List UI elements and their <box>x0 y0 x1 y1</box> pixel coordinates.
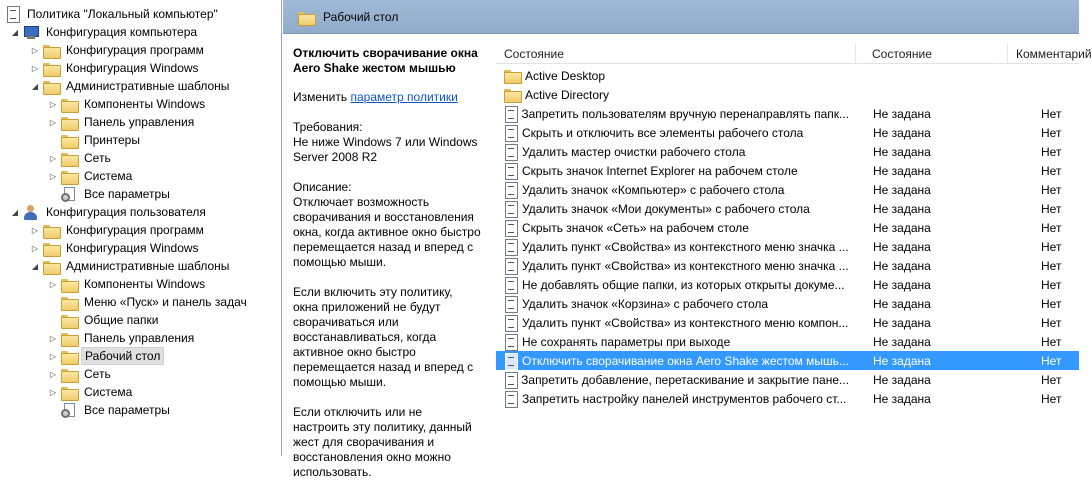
policy-name-cell <box>504 163 849 179</box>
collapsed-arrow-icon[interactable]: ▷ <box>49 387 57 397</box>
tree-label: Конфигурация программ <box>66 43 204 57</box>
collapsed-arrow-icon[interactable]: ▷ <box>49 117 57 127</box>
policy-state: Не задана <box>873 258 931 273</box>
collapsed-arrow-icon[interactable]: ▷ <box>31 63 39 73</box>
tree-user-config[interactable] <box>10 203 209 221</box>
folder-icon <box>61 368 78 381</box>
folder-header <box>283 0 1079 34</box>
folder-icon <box>61 134 78 147</box>
expand-arrow-icon[interactable]: ◢ <box>31 81 39 91</box>
description-text: Отключает возможность сворачивания и восстановления окна, когда активное окно быстро перемещается назад и вперед с помощью мыши. <box>293 195 481 269</box>
collapsed-arrow-icon[interactable]: ▷ <box>49 351 57 361</box>
edit-policy-link[interactable]: параметр политики <box>350 90 458 104</box>
policy-name: Скрыть значок Internet Explorer на рабочем столе <box>522 163 798 178</box>
tree-label: Система <box>84 169 133 183</box>
collapsed-arrow-icon[interactable]: ▷ <box>31 225 39 235</box>
policy-row[interactable] <box>496 161 1079 180</box>
policy-name-cell <box>504 125 849 141</box>
collapsed-arrow-icon[interactable]: ▷ <box>49 153 57 163</box>
policy-comment: Нет <box>1041 296 1062 311</box>
policy-row[interactable] <box>496 123 1079 142</box>
policy-list[interactable] <box>496 34 1092 456</box>
tree-item[interactable] <box>48 131 143 149</box>
folder-icon <box>61 350 78 363</box>
tree-label: Конфигурация программ <box>66 223 204 237</box>
policy-row[interactable] <box>496 389 1079 408</box>
policy-state: Не задана <box>873 296 931 311</box>
tree-item[interactable] <box>48 365 114 383</box>
policy-state: Не задана <box>873 277 931 292</box>
policy-row[interactable] <box>496 275 1079 294</box>
tree-label: Меню «Пуск» и панель задач <box>84 295 247 309</box>
folder-icon <box>504 69 521 82</box>
policy-name-cell <box>504 239 849 255</box>
collapsed-arrow-icon[interactable]: ▷ <box>49 333 57 343</box>
policy-state: Не задана <box>873 201 931 216</box>
policy-name-cell <box>504 353 849 369</box>
policy-row[interactable] <box>496 218 1079 237</box>
collapsed-arrow-icon[interactable]: ▷ <box>49 279 57 289</box>
folder-icon <box>61 278 78 291</box>
policy-row[interactable] <box>496 256 1079 275</box>
edit-prefix: Изменить <box>293 90 348 104</box>
policy-state: Не задана <box>873 163 931 178</box>
tree-item[interactable] <box>30 239 202 257</box>
folder-icon <box>43 242 60 255</box>
policy-setting-icon <box>504 144 518 160</box>
policy-name: Отключить сворачивание окна Aero Shake жестом мышь... <box>522 353 849 368</box>
column-header-state[interactable]: Состояние <box>856 44 1008 64</box>
tree-item[interactable] <box>48 113 197 131</box>
tree-item-desktop-selected[interactable] <box>48 347 164 365</box>
policy-description-panel <box>283 34 489 479</box>
policy-setting-icon <box>504 163 518 179</box>
policy-setting-icon <box>504 106 517 122</box>
policy-row[interactable] <box>496 104 1079 123</box>
policy-name-cell <box>504 334 849 350</box>
tree-item[interactable] <box>48 167 135 185</box>
policy-icon <box>6 6 20 22</box>
policy-comment: Нет <box>1041 201 1062 216</box>
policy-name: Удалить значок «Компьютер» с рабочего стола <box>522 182 785 197</box>
policy-name-cell <box>504 182 849 198</box>
policy-state: Не задана <box>873 334 931 349</box>
tree-item[interactable] <box>48 311 161 329</box>
details-pane <box>283 0 1092 479</box>
description-enable-text: Если включить эту политику, окна приложений не будут сворачиваться или восстанавливаться, когда активное окно быстро перемещается назад и вперед с помощью мыши. <box>293 285 474 389</box>
policy-setting-icon <box>504 182 518 198</box>
policy-name: Удалить значок «Корзина» с рабочего стола <box>522 296 769 311</box>
collapsed-arrow-icon[interactable]: ▷ <box>49 99 57 109</box>
policy-state: Не задана <box>873 372 931 387</box>
policy-comment: Нет <box>1041 258 1062 273</box>
policy-setting-icon <box>504 372 517 388</box>
policy-name-cell <box>504 372 849 388</box>
tree-label: Сеть <box>84 367 111 381</box>
policy-comment: Нет <box>1041 144 1062 159</box>
computer-icon <box>23 25 39 40</box>
folder-icon <box>61 116 78 129</box>
policy-name-cell <box>504 106 849 122</box>
tree-item[interactable] <box>30 77 232 95</box>
policy-setting-icon <box>504 258 518 274</box>
tree-item[interactable] <box>30 257 232 275</box>
policy-name: Не сохранять параметры при выходе <box>522 334 731 349</box>
policy-setting-icon <box>504 391 518 407</box>
policy-row[interactable] <box>496 294 1079 313</box>
tree-item[interactable] <box>48 383 135 401</box>
policy-comment: Нет <box>1041 315 1062 330</box>
expand-arrow-icon[interactable]: ◢ <box>11 207 19 217</box>
requirements-block <box>293 120 481 165</box>
tree-label: Сеть <box>84 151 111 165</box>
policy-setting-icon <box>504 334 518 350</box>
policy-row[interactable] <box>496 199 1079 218</box>
policy-row[interactable] <box>496 370 1079 389</box>
policy-name-cell <box>504 220 849 236</box>
folder-name: Active Desktop <box>525 68 606 83</box>
policy-comment: Нет <box>1041 334 1062 349</box>
folder-name: Active Directory <box>525 87 610 102</box>
tree-label: Компоненты Windows <box>84 277 206 291</box>
folder-icon <box>43 62 60 75</box>
requirements-label: Требования: <box>293 120 363 134</box>
policy-state: Не задана <box>873 220 931 235</box>
policy-state: Не задана <box>873 353 931 368</box>
policy-name: Удалить значок «Мои документы» с рабочего стола <box>522 201 810 216</box>
expand-arrow-icon[interactable]: ◢ <box>31 261 39 271</box>
policy-name: Запретить настройку панелей инструментов рабочего ст... <box>522 391 847 406</box>
policy-setting-icon <box>504 125 518 141</box>
policy-setting-icon <box>504 201 518 217</box>
tree-label: Все параметры <box>84 403 170 417</box>
folder-icon <box>504 88 521 101</box>
policy-name: Запретить добавление, перетаскивание и закрытие пане... <box>521 372 849 387</box>
tree-item[interactable] <box>48 185 173 203</box>
folder-icon <box>298 11 315 24</box>
column-header-setting[interactable]: Состояние <box>496 44 856 64</box>
policy-comment: Нет <box>1041 163 1062 178</box>
policy-comment: Нет <box>1041 182 1062 197</box>
policy-row[interactable] <box>496 313 1079 332</box>
tree-item[interactable] <box>30 221 207 239</box>
policy-name-cell <box>504 144 849 160</box>
all-settings-icon <box>61 403 77 418</box>
tree-label: Принтеры <box>84 133 140 147</box>
policy-name-cell <box>504 277 849 293</box>
policy-name-cell <box>504 258 849 274</box>
tree-root[interactable] <box>6 5 221 23</box>
tree-item[interactable] <box>48 293 250 311</box>
policy-comment: Нет <box>1041 239 1062 254</box>
collapsed-arrow-icon[interactable]: ▷ <box>49 171 57 181</box>
policy-name-cell <box>504 391 849 407</box>
policy-row[interactable] <box>496 332 1079 351</box>
policy-setting-icon <box>504 296 518 312</box>
policy-comment: Нет <box>1041 391 1062 406</box>
folder-icon <box>61 296 78 309</box>
folder-cell <box>504 69 849 83</box>
collapsed-arrow-icon[interactable]: ▷ <box>31 243 39 253</box>
tree-item[interactable] <box>48 149 114 167</box>
tree-label: Рабочий стол <box>81 347 164 365</box>
folder-icon <box>43 260 60 273</box>
requirements-text: Не ниже Windows 7 или Windows Server 2008 R2 <box>293 135 478 164</box>
policy-row[interactable] <box>496 237 1079 256</box>
description-disable-text: Если отключить или не настроить эту политику, данный жест для сворачивания и восстановления окно можно использовать. <box>293 405 472 479</box>
folder-cell <box>504 88 849 102</box>
edit-line <box>293 90 481 105</box>
user-icon <box>23 205 39 220</box>
tree-computer-config[interactable] <box>10 23 200 41</box>
policy-name: Запретить пользователям вручную перенаправлять папк... <box>521 106 849 121</box>
policy-name-cell <box>504 296 849 312</box>
policy-name: Удалить пункт «Свойства» из контекстного меню значка ... <box>522 239 849 254</box>
folder-icon <box>61 314 78 327</box>
policy-setting-icon <box>504 220 518 236</box>
policy-setting-icon <box>504 315 518 331</box>
policy-comment: Нет <box>1041 372 1062 387</box>
all-settings-icon <box>61 187 77 202</box>
tree-item[interactable] <box>48 95 208 113</box>
collapsed-arrow-icon[interactable]: ▷ <box>31 45 39 55</box>
policy-row-selected[interactable] <box>496 351 1079 370</box>
column-header-row <box>496 44 1092 64</box>
policy-state: Не задана <box>873 315 931 330</box>
policy-name: Удалить пункт «Свойства» из контекстного меню значка ... <box>522 258 849 273</box>
policy-name-cell <box>504 201 849 217</box>
tree-label: Все параметры <box>84 187 170 201</box>
policy-row[interactable] <box>496 180 1079 199</box>
folder-row[interactable] <box>496 66 1079 85</box>
policy-state: Не задана <box>873 239 931 254</box>
policy-name: Удалить пункт «Свойства» из контекстного меню компон... <box>522 315 849 330</box>
policy-tree[interactable] <box>0 0 282 456</box>
tree-item[interactable] <box>30 41 207 59</box>
policy-state: Не задана <box>873 125 931 140</box>
policy-state: Не задана <box>873 144 931 159</box>
policy-row[interactable] <box>496 142 1079 161</box>
policy-comment: Нет <box>1041 353 1062 368</box>
tree-label: Административные шаблоны <box>66 259 230 273</box>
folder-row[interactable] <box>496 85 1079 104</box>
tree-label: Административные шаблоны <box>66 79 230 93</box>
tree-label: Компоненты Windows <box>84 97 206 111</box>
tree-item[interactable] <box>48 329 197 347</box>
tree-item[interactable] <box>48 275 208 293</box>
tree-label: Конфигурация пользователя <box>46 205 206 219</box>
policy-state: Не задана <box>873 391 931 406</box>
folder-icon <box>43 80 60 93</box>
folder-icon <box>61 98 78 111</box>
folder-icon <box>43 224 60 237</box>
column-header-comment[interactable]: Комментарий <box>1016 47 1092 61</box>
folder-icon <box>61 152 78 165</box>
tree-root-label: Политика "Локальный компьютер" <box>27 7 218 21</box>
tree-label: Конфигурация Windows <box>66 61 199 75</box>
policy-setting-icon <box>504 353 518 369</box>
policy-comment: Нет <box>1041 277 1062 292</box>
description-block <box>293 180 481 270</box>
policy-setting-icon <box>504 239 518 255</box>
description-label: Описание: <box>293 180 352 194</box>
policy-title: Отключить сворачивание окна Aero Shake жестом мышью <box>293 46 478 75</box>
tree-item[interactable] <box>48 401 173 419</box>
tree-label: Панель управления <box>84 331 195 345</box>
policy-setting-icon <box>504 277 518 293</box>
policy-name: Не добавлять общие папки, из которых открыты докуме... <box>522 277 845 292</box>
collapsed-arrow-icon[interactable]: ▷ <box>49 369 57 379</box>
policy-comment: Нет <box>1041 106 1062 121</box>
folder-title: Рабочий стол <box>323 10 399 24</box>
tree-label: Общие папки <box>84 313 159 327</box>
policy-comment: Нет <box>1041 220 1062 235</box>
policy-comment: Нет <box>1041 125 1062 140</box>
folder-icon <box>61 170 78 183</box>
policy-name: Удалить мастер очистки рабочего стола <box>522 144 746 159</box>
tree-item[interactable] <box>30 59 202 77</box>
tree-label: Панель управления <box>84 115 195 129</box>
folder-icon <box>43 44 60 57</box>
policy-state: Не задана <box>873 106 931 121</box>
tree-label: Конфигурация Windows <box>66 241 199 255</box>
expand-arrow-icon[interactable]: ◢ <box>11 27 19 37</box>
tree-label: Конфигурация компьютера <box>46 25 198 39</box>
policy-name-cell <box>504 315 849 331</box>
policy-state: Не задана <box>873 182 931 197</box>
policy-name: Скрыть значок «Сеть» на рабочем столе <box>522 220 749 235</box>
policy-name: Скрыть и отключить все элементы рабочего стола <box>522 125 804 140</box>
tree-label: Система <box>84 385 133 399</box>
folder-icon <box>61 332 78 345</box>
folder-icon <box>61 386 78 399</box>
